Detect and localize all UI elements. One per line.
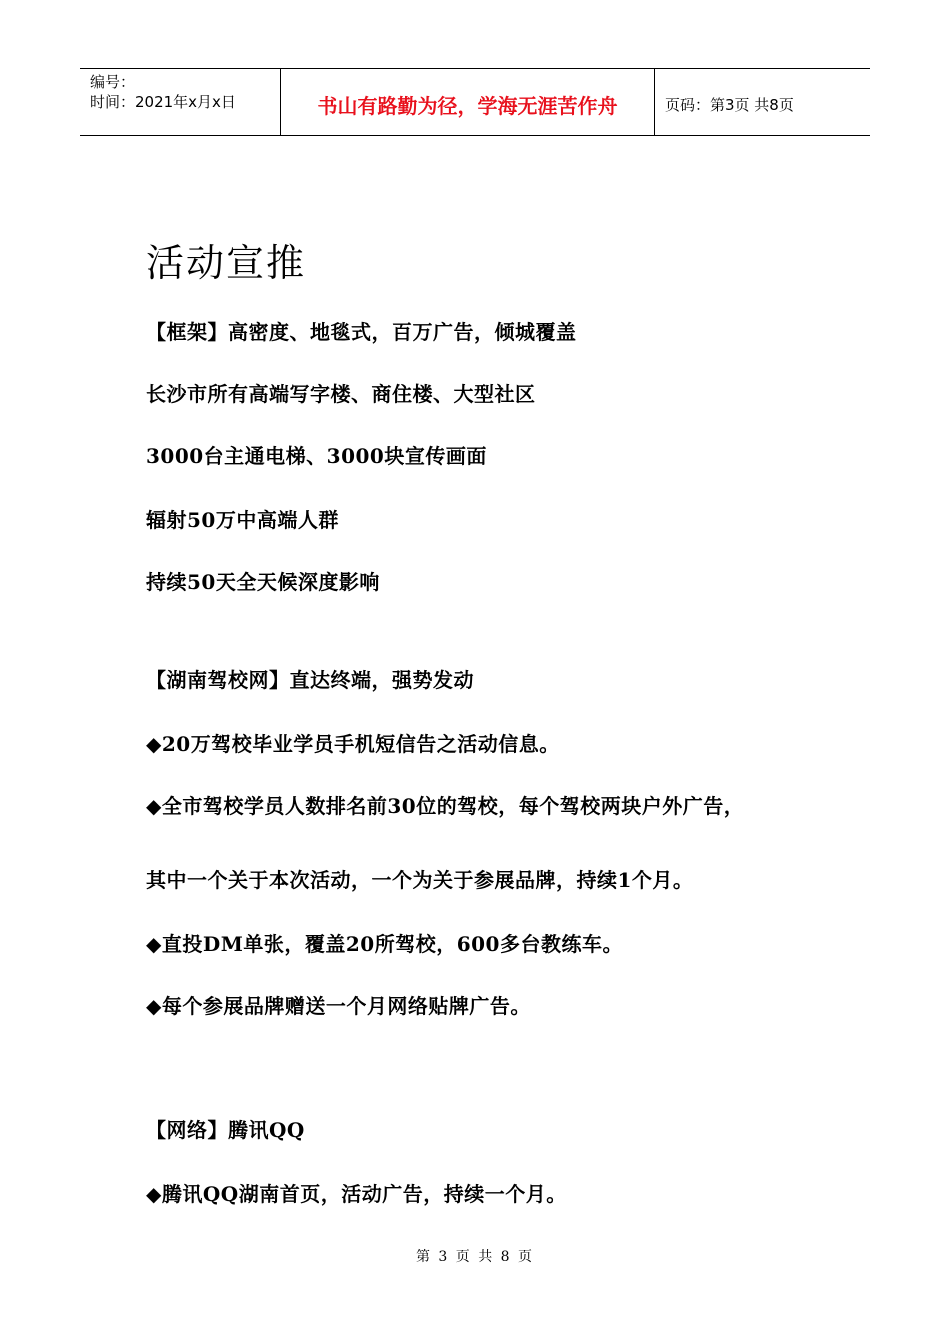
header-motto: 书山有路勤为径，学海无涯苦作舟 xyxy=(281,69,655,135)
bullet-item: ◆20万驾校毕业学员手机短信告之活动信息。 xyxy=(146,732,560,756)
date-label: 时间：2021年x月x日 xyxy=(90,93,236,111)
paragraph-line: 长沙市所有高端写字楼、商住楼、大型社区 xyxy=(146,382,536,406)
bullet-item: ◆直投DM单张，覆盖20所驾校，600多台教练车。 xyxy=(146,932,623,956)
header-meta xyxy=(80,69,281,135)
paragraph-line: 持续50天全天候深度影响 xyxy=(146,570,380,594)
paragraph-line: 辐射50万中高端人群 xyxy=(146,508,339,532)
header-page-info: 页码：第3页 共8页 xyxy=(665,95,794,114)
section-heading-frame: 【框架】高密度、地毯式，百万广告，倾城覆盖 xyxy=(146,320,577,344)
bullet-item: ◆腾讯QQ湖南首页，活动广告，持续一个月。 xyxy=(146,1182,567,1206)
number-label: 编号： xyxy=(90,73,136,91)
paragraph-line: 其中一个关于本次活动，一个为关于参展品牌，持续1个月。 xyxy=(146,868,694,892)
bullet-item: ◆全市驾校学员人数排名前30位的驾校，每个驾校两块户外广告， xyxy=(146,794,745,818)
paragraph-line: 3000台主通电梯、3000块宣传画面 xyxy=(146,444,487,468)
section-heading-network: 【网络】腾讯QQ xyxy=(146,1118,305,1142)
page-title: 活动宣推 xyxy=(146,241,307,285)
page-footer: 第 3 页 共 8 页 xyxy=(415,1249,535,1265)
section-heading-driving-school: 【湖南驾校网】直达终端，强势发动 xyxy=(146,668,474,692)
page-header xyxy=(80,68,870,136)
bullet-item: ◆每个参展品牌赠送一个月网络贴牌广告。 xyxy=(146,994,531,1018)
